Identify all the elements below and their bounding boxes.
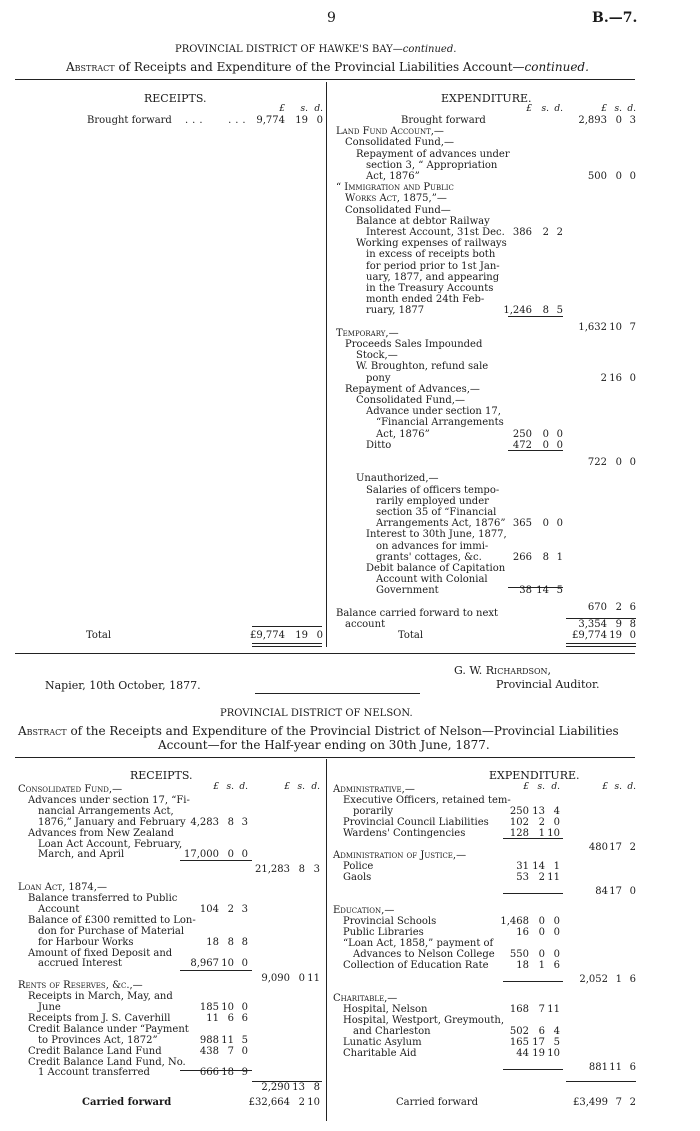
nelson-exp-inner-amount-pounds: 165 xyxy=(509,1037,529,1048)
nelson-expenditure-line: Advances to Nelson College xyxy=(353,949,495,960)
hawkes-outer-amount-pence: 6 xyxy=(629,602,636,614)
hawkes-expenditure-line: in the Treasury Accounts xyxy=(366,283,494,294)
nelson-receipts-line: Balance transferred to Public xyxy=(28,893,178,904)
hawkes-expenditure-line: ruary, 1877 xyxy=(366,305,425,317)
nelson-exp-sum-rule-1 xyxy=(503,838,563,839)
nelson-exp-inner-amount-pence: 0 xyxy=(553,817,560,828)
nelson-exp-inner-amount-shillings: 0 xyxy=(538,927,545,938)
auditor-title: Provincial Auditor. xyxy=(496,678,600,691)
nelson-expenditure-carried-forward-label: Carried forward xyxy=(396,1097,479,1108)
nelson-expenditure-line: Wardens' Contingencies xyxy=(343,828,466,839)
nelson-exp-inner-amount-pounds: 53 xyxy=(516,872,529,883)
nelson-receipts-line: Receipts in March, May, and xyxy=(28,991,173,1003)
hawkes-receipts-total-pence: 0 xyxy=(316,630,323,641)
hawkes-inner-amount-pounds: 365 xyxy=(512,518,532,530)
hawkes-expenditure-line: “Financial Arrangements xyxy=(376,417,504,429)
hawkes-sum-rule-4 xyxy=(566,618,636,619)
nelson-rec-inner-amount-pence: 0 xyxy=(241,1045,248,1057)
nelson-rec-inner-amount-pounds: 438 xyxy=(199,1045,219,1057)
nelson-exp-inner-amount-pence: 0 xyxy=(553,927,560,938)
hawkes-sum-rule-1 xyxy=(508,316,563,317)
nelson-receipts-carried-pence: 10 xyxy=(307,1097,320,1108)
nelson-rec-inner-amount-pounds: 11 xyxy=(206,1012,219,1024)
hawkes-bf-amount-pounds: 9,774 xyxy=(256,115,285,126)
nelson-exp-inner-amount-shillings: 13 xyxy=(532,806,545,817)
nelson-exp-outer-amount-pounds: 84 xyxy=(595,886,608,898)
hawkes-sum-rule-2 xyxy=(508,450,563,451)
hawkes-title: PROVINCIAL DISTRICT OF HAWKE'S BAY—continued. xyxy=(175,44,457,55)
nelson-exp-inner-amount-shillings: 2 xyxy=(538,872,545,883)
nelson-exp-inner-lsd-shillings-sign: s. xyxy=(537,782,545,792)
hawkes-outer-amount-shillings: 2 xyxy=(615,602,622,614)
nelson-rec-inner-amount-pence: 3 xyxy=(241,816,248,828)
nelson-exp-outer-lsd-pound-sign: £ xyxy=(602,782,608,792)
nelson-exp-inner-amount-shillings: 14 xyxy=(532,861,545,872)
hawkes-outer-amount-pence: 0 xyxy=(629,372,636,384)
nelson-exp-outer-amount-pence: 6 xyxy=(629,1062,636,1074)
nelson-expenditure-line: porarily xyxy=(353,806,393,817)
auditor-signature: G. W. Richardson, xyxy=(454,664,552,677)
nelson-expenditure-line: Public Libraries xyxy=(343,927,424,938)
hawkes-expenditure-line: in excess of receipts both xyxy=(366,249,496,261)
hawkes-outer-amount-pence: 3 xyxy=(629,115,636,126)
nelson-exp-inner-amount-pence: 10 xyxy=(547,1048,560,1059)
nelson-exp-inner-amount-shillings: 19 xyxy=(532,1048,545,1059)
nelson-exp-inner-amount-pounds: 1,468 xyxy=(500,916,529,927)
hawkes-bottom-rule xyxy=(15,653,635,654)
nelson-rec-outer-amount-pence: 11 xyxy=(307,972,320,984)
hawkes-outer-amount-pence: 0 xyxy=(629,171,636,182)
nelson-exp-outer-amount-pounds: 881 xyxy=(588,1062,608,1074)
hawkes-expenditure-total-pence: 0 xyxy=(629,630,636,641)
nelson-rec-inner-amount-pounds: 18 xyxy=(206,936,219,948)
nelson-receipts-line: 1876,” January and February xyxy=(38,816,186,828)
hawkes-expenditure-line: Land Fund Account,— xyxy=(336,126,444,138)
nelson-exp-inner-amount-pence: 11 xyxy=(547,1004,560,1015)
hawkes-exp-inner-lsd-pound-sign: £ xyxy=(526,104,532,114)
nelson-receipts-line: Account xyxy=(38,903,80,915)
hawkes-inner-amount-pence: 5 xyxy=(556,305,563,317)
nelson-receipts-line: Credit Balance under “Payment xyxy=(28,1023,189,1035)
nelson-rec-inner-amount-shillings: 8 xyxy=(227,816,234,828)
hawkes-expenditure-line: uary, 1877, and appearing xyxy=(366,271,500,283)
nelson-expenditure-carried-pence: 2 xyxy=(629,1097,636,1108)
hawkes-inner-amount-pence: 1 xyxy=(556,551,563,563)
nelson-expenditure-carried-pounds: £3,499 xyxy=(573,1097,608,1108)
hawkes-expenditure-line: Arrangements Act, 1876” xyxy=(376,518,506,530)
hawkes-inner-amount-pounds: 1,246 xyxy=(503,305,532,317)
nelson-exp-carried-rule xyxy=(566,1081,636,1082)
nelson-exp-inner-amount-pounds: 102 xyxy=(509,817,529,828)
hawkes-inner-amount-pounds: 250 xyxy=(512,428,532,440)
nelson-rec-sum-rule-1 xyxy=(180,860,252,861)
nelson-expenditure-line: “Loan Act, 1858,” payment of xyxy=(343,938,494,949)
nelson-receipts-line: Credit Balance Land Fund xyxy=(28,1045,162,1057)
nelson-abstract-line2: Account—for the Half-year ending on 30th June, 1877. xyxy=(158,738,490,752)
nelson-rec-outer-lsd-pence-sign: d. xyxy=(311,782,320,792)
nelson-exp-sum-rule-2 xyxy=(503,893,563,894)
nelson-receipts-line: June xyxy=(38,1002,61,1013)
hawkes-expenditure-total-label: Total xyxy=(398,630,424,641)
nelson-top-rule xyxy=(15,757,635,758)
hawkes-receipts-total-rule xyxy=(252,626,322,627)
nelson-exp-inner-amount-shillings: 0 xyxy=(538,949,545,960)
nelson-rec-inner-amount-shillings: 2 xyxy=(227,903,234,915)
hawkes-expenditure-line: Brought forward xyxy=(401,115,486,126)
nelson-exp-inner-amount-pence: 5 xyxy=(553,1037,560,1048)
nelson-exp-inner-amount-pence: 6 xyxy=(553,960,560,971)
hawkes-expenditure-line: Works Act, 1875,”— xyxy=(345,193,447,205)
nelson-exp-inner-amount-shillings: 1 xyxy=(538,960,545,971)
nelson-receipts-line: Balance of £300 remitted to Lon- xyxy=(28,914,196,926)
nelson-receipts-line: Consolidated Fund,— xyxy=(18,784,123,795)
nelson-expenditure-line: Provincial Schools xyxy=(343,916,437,927)
nelson-exp-inner-amount-pence: 11 xyxy=(547,872,560,883)
nelson-receipts-carried-forward-label: Carried forward xyxy=(82,1097,172,1108)
nelson-rec-outer-amount-pounds: 21,283 xyxy=(255,863,290,875)
hawkes-outer-amount-pounds: 2 xyxy=(600,372,607,384)
nelson-receipts-line: to Provinces Act, 1872” xyxy=(38,1034,158,1046)
nelson-rec-inner-amount-shillings: 0 xyxy=(227,849,234,861)
hawkes-top-rule xyxy=(15,79,635,80)
hawkes-outer-amount-pounds: 2,893 xyxy=(578,115,607,126)
separator-rule xyxy=(255,693,420,694)
hawkes-receipts-lsd-pence-sign: d. xyxy=(314,104,323,114)
hawkes-inner-amount-pence: 0 xyxy=(556,439,563,451)
nelson-exp-outer-lsd-pence-sign: d. xyxy=(627,782,636,792)
nelson-receipts-carried-pounds: £32,664 xyxy=(248,1097,290,1108)
hawkes-expenditure-total-shillings: 19 xyxy=(609,630,622,641)
nelson-expenditure-line: Hospital, Nelson xyxy=(343,1004,428,1015)
nelson-exp-inner-amount-pounds: 31 xyxy=(516,861,529,872)
hawkes-outer-amount-shillings: 9 xyxy=(615,619,622,630)
nelson-receipts-line: nancial Arrangements Act, xyxy=(38,805,174,817)
nelson-receipts-heading: RECEIPTS. xyxy=(130,769,193,782)
nelson-rec-outer-amount-pounds: 2,290 xyxy=(261,1081,290,1093)
nelson-abstract-line1: Abstract of the Receipts and Expenditure of the Provincial District of Nelson—Provincial Liabilities xyxy=(18,724,619,738)
hawkes-brought-forward-label: Brought forward xyxy=(87,115,172,126)
nelson-exp-inner-amount-pounds: 44 xyxy=(516,1048,529,1059)
hawkes-expenditure-line: section 35 of “Financial xyxy=(376,507,497,518)
nelson-exp-inner-amount-pence: 4 xyxy=(553,806,560,817)
hawkes-exp-inner-lsd-shillings-sign: s. xyxy=(541,104,549,114)
nelson-rec-inner-lsd-shillings-sign: s. xyxy=(226,782,234,792)
nelson-exp-inner-amount-pounds: 550 xyxy=(509,949,529,960)
hawkes-expenditure-line: Balance carried forward to next xyxy=(336,607,499,619)
nelson-rec-carried-rule xyxy=(252,1081,322,1082)
hawkes-expenditure-line: Balance at debtor Railway xyxy=(356,215,490,227)
hawkes-outer-amount-pounds: 722 xyxy=(587,456,607,468)
hawkes-expenditure-line: grants' cottages, &c. xyxy=(376,551,482,563)
hawkes-expenditure-line: section 3, “ Appropriation xyxy=(366,159,498,171)
nelson-rec-outer-amount-shillings: 13 xyxy=(292,1081,305,1093)
nelson-exp-inner-amount-pounds: 18 xyxy=(516,960,529,971)
nelson-receipts-line: Loan Act, 1874,— xyxy=(18,882,107,894)
hawkes-expenditure-line: Consolidated Fund— xyxy=(345,204,451,216)
hawkes-exp-outer-lsd-pound-sign: £ xyxy=(601,104,607,114)
nelson-expenditure-heading: EXPENDITURE. xyxy=(489,769,580,782)
nelson-rec-inner-amount-pounds: 666 xyxy=(199,1067,219,1079)
nelson-exp-inner-amount-pence: 4 xyxy=(553,1026,560,1037)
hawkes-inner-amount-pence: 0 xyxy=(556,428,563,440)
hawkes-bf-amount-shillings: 19 xyxy=(295,115,308,126)
nelson-expenditure-line: Education,— xyxy=(333,905,395,916)
nelson-expenditure-line: Administrative,— xyxy=(333,784,415,795)
nelson-rec-outer-lsd-pound-sign: £ xyxy=(284,782,290,792)
nelson-expenditure-line: and Charleston xyxy=(353,1026,431,1037)
hawkes-exp-outer-lsd-pence-sign: d. xyxy=(627,104,636,114)
hawkes-expenditure-line: Interest to 30th June, 1877, xyxy=(366,529,507,541)
hawkes-outer-amount-shillings: 16 xyxy=(609,372,622,384)
nelson-expenditure-line: Gaols xyxy=(343,872,372,883)
nelson-exp-outer-amount-pence: 2 xyxy=(629,842,636,854)
nelson-receipts-line: Advances from New Zealand xyxy=(28,827,174,839)
hawkes-expenditure-line: Salaries of officers tempo- xyxy=(366,484,500,496)
hawkes-outer-amount-pounds: 670 xyxy=(587,602,607,614)
nelson-receipts-line: Receipts from J. S. Caverhill xyxy=(28,1012,171,1024)
hawkes-inner-amount-shillings: 8 xyxy=(542,305,549,317)
nelson-rec-inner-amount-shillings: 6 xyxy=(227,1012,234,1024)
nelson-rec-inner-lsd-pound-sign: £ xyxy=(213,782,219,792)
nelson-exp-outer-amount-shillings: 17 xyxy=(609,842,622,854)
nelson-receipts-line: 1 Account transferred xyxy=(38,1067,150,1079)
nelson-rec-inner-amount-pounds: 988 xyxy=(199,1034,219,1046)
page-number: 9 xyxy=(327,10,336,26)
hawkes-outer-amount-pence: 7 xyxy=(629,322,636,334)
hawkes-expenditure-line: Account with Colonial xyxy=(376,574,488,586)
hawkes-column-divider xyxy=(326,82,327,647)
hawkes-outer-amount-pounds: 500 xyxy=(587,171,607,182)
hawkes-expenditure-line: Proceeds Sales Impounded xyxy=(345,339,483,350)
hawkes-inner-amount-shillings: 8 xyxy=(542,551,549,563)
nelson-rec-inner-amount-pounds: 17,000 xyxy=(184,849,219,861)
hawkes-receipts-total-shillings: 19 xyxy=(295,630,308,641)
hawkes-receipts-total-label: Total xyxy=(86,630,112,641)
hawkes-expenditure-heading: EXPENDITURE. xyxy=(441,92,532,105)
hawkes-expenditure-line: Consolidated Fund,— xyxy=(345,137,454,149)
nelson-expenditure-line: Provincial Council Liabilities xyxy=(343,817,489,828)
nelson-rec-inner-amount-pence: 0 xyxy=(241,849,248,861)
hawkes-inner-amount-pounds: 266 xyxy=(512,551,532,563)
nelson-rec-inner-amount-pence: 0 xyxy=(241,1002,248,1013)
nelson-receipts-carried-shillings: 2 xyxy=(298,1097,305,1108)
nelson-receipts-line: Credit Balance Land Fund, No. xyxy=(28,1056,186,1068)
nelson-rec-inner-amount-pounds: 8,967 xyxy=(190,958,219,970)
nelson-receipts-line: Loan Act Account, February, xyxy=(38,838,183,850)
nelson-exp-outer-amount-pence: 6 xyxy=(629,974,636,986)
nelson-rec-outer-amount-pence: 3 xyxy=(313,863,320,875)
nelson-title: PROVINCIAL DISTRICT OF NELSON. xyxy=(220,708,413,719)
hawkes-expenditure-line: Repayment of Advances,— xyxy=(345,383,480,395)
nelson-expenditure-line: Police xyxy=(343,861,374,872)
nelson-exp-outer-amount-shillings: 17 xyxy=(609,886,622,898)
nelson-exp-inner-amount-pence: 10 xyxy=(547,828,560,839)
nelson-rec-inner-amount-pence: 8 xyxy=(241,936,248,948)
hawkes-expenditure-line: pony xyxy=(366,372,391,384)
hawkes-inner-amount-pounds: 386 xyxy=(512,227,532,238)
nelson-receipts-line: Advances under section 17, “Fi- xyxy=(28,794,190,806)
nelson-exp-inner-amount-shillings: 1 xyxy=(538,828,545,839)
hawkes-expenditure-line: Interest Account, 31st Dec. xyxy=(366,227,505,238)
nelson-exp-inner-amount-shillings: 2 xyxy=(538,817,545,828)
nelson-expenditure-line: Charitable Aid xyxy=(343,1048,417,1059)
hawkes-expenditure-line: Consolidated Fund,— xyxy=(356,395,465,406)
nelson-exp-inner-amount-shillings: 7 xyxy=(538,1004,545,1015)
nelson-rec-outer-lsd-shillings-sign: s. xyxy=(297,782,305,792)
hawkes-inner-amount-pence: 5 xyxy=(556,585,563,597)
nelson-receipts-line: don for Purchase of Material xyxy=(38,925,185,937)
hawkes-receipts-heading: RECEIPTS. xyxy=(144,92,207,105)
hawkes-exp-total-double-b xyxy=(566,646,636,647)
nelson-rec-inner-amount-pence: 9 xyxy=(241,1067,248,1079)
nelson-rec-outer-amount-pence: 8 xyxy=(313,1081,320,1093)
hawkes-exp-total-double-a xyxy=(566,643,636,644)
hawkes-inner-amount-shillings: 2 xyxy=(542,227,549,238)
hawkes-leader-dots: ... ... xyxy=(185,115,250,126)
nelson-exp-inner-amount-pounds: 168 xyxy=(509,1004,529,1015)
nelson-exp-outer-amount-pounds: 2,052 xyxy=(579,974,608,986)
nelson-exp-inner-amount-pounds: 502 xyxy=(509,1026,529,1037)
hawkes-inner-amount-pence: 0 xyxy=(556,518,563,530)
hawkes-inner-amount-shillings: 0 xyxy=(542,439,549,451)
hawkes-expenditure-line: month ended 24th Feb- xyxy=(366,294,485,306)
nelson-exp-inner-lsd-pence-sign: d. xyxy=(551,782,560,792)
nelson-rec-inner-lsd-pence-sign: d. xyxy=(239,782,248,792)
hawkes-expenditure-line: on advances for immi- xyxy=(376,540,489,552)
hawkes-expenditure-line: for period prior to 1st Jan- xyxy=(366,260,500,272)
hawkes-outer-amount-shillings: 0 xyxy=(615,171,622,182)
nelson-rec-inner-amount-shillings: 18 xyxy=(221,1067,234,1079)
hawkes-outer-amount-pounds: 1,632 xyxy=(578,322,607,334)
hawkes-exp-outer-lsd-shillings-sign: s. xyxy=(614,104,622,114)
nelson-exp-inner-amount-pence: 0 xyxy=(553,949,560,960)
nelson-receipts-line: March, and April xyxy=(38,849,125,861)
hawkes-expenditure-line: Act, 1876” xyxy=(366,171,420,182)
hawkes-inner-amount-pounds: 472 xyxy=(512,439,532,451)
nelson-expenditure-line: Executive Officers, retained tem- xyxy=(343,795,511,806)
nelson-rec-outer-amount-shillings: 8 xyxy=(298,863,305,875)
hawkes-inner-amount-shillings: 0 xyxy=(542,518,549,530)
nelson-expenditure-line: Lunatic Asylum xyxy=(343,1037,422,1048)
nelson-rec-inner-amount-pence: 3 xyxy=(241,903,248,915)
hawkes-receipts-total-double-a xyxy=(252,643,322,644)
hawkes-expenditure-line: Working expenses of railways xyxy=(356,238,507,250)
nelson-exp-inner-amount-shillings: 17 xyxy=(532,1037,545,1048)
nelson-rec-outer-amount-shillings: 0 xyxy=(298,972,305,984)
nelson-receipts-line: accrued Interest xyxy=(38,958,123,970)
hawkes-exp-inner-lsd-pence-sign: d. xyxy=(554,104,563,114)
hawkes-expenditure-line: Government xyxy=(376,585,439,597)
hawkes-outer-amount-shillings: 0 xyxy=(615,115,622,126)
nelson-expenditure-carried-shillings: 7 xyxy=(615,1097,622,1108)
hawkes-expenditure-line: Act, 1876” xyxy=(376,428,430,440)
nelson-exp-outer-amount-pounds: 480 xyxy=(588,842,608,854)
nelson-exp-inner-amount-pounds: 128 xyxy=(509,828,529,839)
hawkes-expenditure-line: Unauthorized,— xyxy=(356,473,439,485)
hawkes-outer-amount-shillings: 10 xyxy=(609,322,622,334)
hawkes-expenditure-line: Repayment of advances under xyxy=(356,148,510,160)
nelson-rec-inner-amount-shillings: 10 xyxy=(221,958,234,970)
hawkes-expenditure-line: Debit balance of Capitation xyxy=(366,563,506,574)
nelson-exp-outer-amount-shillings: 1 xyxy=(615,974,622,986)
hawkes-inner-amount-shillings: 0 xyxy=(542,428,549,440)
hawkes-expenditure-line: “ Immigration and Public xyxy=(336,182,454,194)
hawkes-bf-amount-pence: 0 xyxy=(316,115,323,126)
nelson-expenditure-line: Collection of Education Rate xyxy=(343,960,489,971)
nelson-expenditure-line: Hospital, Westport, Greymouth, xyxy=(343,1015,505,1026)
nelson-rec-inner-amount-pence: 5 xyxy=(241,1034,248,1046)
nelson-rec-inner-amount-shillings: 11 xyxy=(221,1034,234,1046)
hawkes-expenditure-line: account xyxy=(345,619,386,630)
nelson-exp-outer-amount-shillings: 11 xyxy=(609,1062,622,1074)
nelson-exp-sum-rule-4 xyxy=(503,1069,563,1070)
hawkes-receipts-lsd-shillings-sign: s. xyxy=(300,104,308,114)
nelson-exp-inner-amount-pence: 1 xyxy=(553,861,560,872)
nelson-exp-inner-amount-shillings: 0 xyxy=(538,916,545,927)
nelson-rec-inner-amount-pounds: 4,283 xyxy=(190,816,219,828)
hawkes-outer-amount-pounds: 3,354 xyxy=(578,619,607,630)
hawkes-expenditure-line: rarily employed under xyxy=(376,495,489,507)
nelson-expenditure-line: Charitable,— xyxy=(333,993,398,1004)
hawkes-receipts-total-double-b xyxy=(252,646,322,647)
hawkes-expenditure-line: Stock,— xyxy=(356,350,398,362)
nelson-rec-sum-rule-2 xyxy=(180,970,252,971)
hawkes-expenditure-line: Temporary,— xyxy=(336,327,399,339)
nelson-receipts-line: Amount of fixed Deposit and xyxy=(28,947,173,959)
nelson-rec-inner-amount-pence: 6 xyxy=(241,1012,248,1024)
nelson-rec-sum-rule-3 xyxy=(180,1070,252,1071)
hawkes-inner-amount-pounds: 38 xyxy=(519,585,532,597)
hawkes-outer-amount-shillings: 0 xyxy=(615,456,622,468)
nelson-exp-inner-amount-pounds: 250 xyxy=(509,806,529,817)
nelson-rec-inner-amount-pounds: 104 xyxy=(199,903,219,915)
nelson-rec-inner-amount-shillings: 7 xyxy=(227,1045,234,1057)
nelson-exp-inner-lsd-pound-sign: £ xyxy=(523,782,529,792)
hawkes-inner-amount-shillings: 14 xyxy=(536,585,549,597)
nelson-exp-inner-amount-pounds: 16 xyxy=(516,927,529,938)
nelson-exp-inner-amount-shillings: 6 xyxy=(538,1026,545,1037)
nelson-expenditure-line: Administration of Justice,— xyxy=(333,850,467,861)
nelson-rec-inner-amount-pence: 0 xyxy=(241,958,248,970)
hawkes-outer-amount-pence: 8 xyxy=(629,619,636,630)
hawkes-receipts-total-pounds: £9,774 xyxy=(250,630,285,641)
nelson-exp-outer-lsd-shillings-sign: s. xyxy=(614,782,622,792)
nelson-column-divider xyxy=(326,759,327,1121)
hawkes-expenditure-line: W. Broughton, refund sale xyxy=(356,361,489,373)
nelson-rec-inner-amount-pounds: 185 xyxy=(199,1002,219,1013)
nelson-receipts-line: Rents of Reserves, &c.,— xyxy=(18,980,143,992)
nelson-rec-outer-amount-pounds: 9,090 xyxy=(261,972,290,984)
place-date: Napier, 10th October, 1877. xyxy=(45,679,201,692)
hawkes-abstract-heading: Abstract of Receipts and Expenditure of the Provincial Liabilities Account—continued. xyxy=(66,60,589,74)
nelson-exp-outer-amount-pence: 0 xyxy=(629,886,636,898)
hawkes-expenditure-line: Advance under section 17, xyxy=(366,406,501,418)
page-reference: B.—7. xyxy=(592,10,638,26)
nelson-rec-inner-amount-shillings: 8 xyxy=(227,936,234,948)
hawkes-expenditure-line: Ditto xyxy=(366,439,392,451)
hawkes-receipts-lsd-pound-sign: £ xyxy=(279,104,285,114)
nelson-exp-sum-rule-3 xyxy=(503,981,563,982)
nelson-exp-inner-amount-pence: 0 xyxy=(553,916,560,927)
hawkes-sum-rule-3 xyxy=(508,587,563,588)
nelson-receipts-line: for Harbour Works xyxy=(38,936,134,948)
hawkes-outer-amount-pence: 0 xyxy=(629,456,636,468)
hawkes-inner-amount-pence: 2 xyxy=(556,227,563,238)
hawkes-expenditure-total-pounds: £9,774 xyxy=(572,630,607,641)
nelson-rec-inner-amount-shillings: 10 xyxy=(221,1002,234,1013)
